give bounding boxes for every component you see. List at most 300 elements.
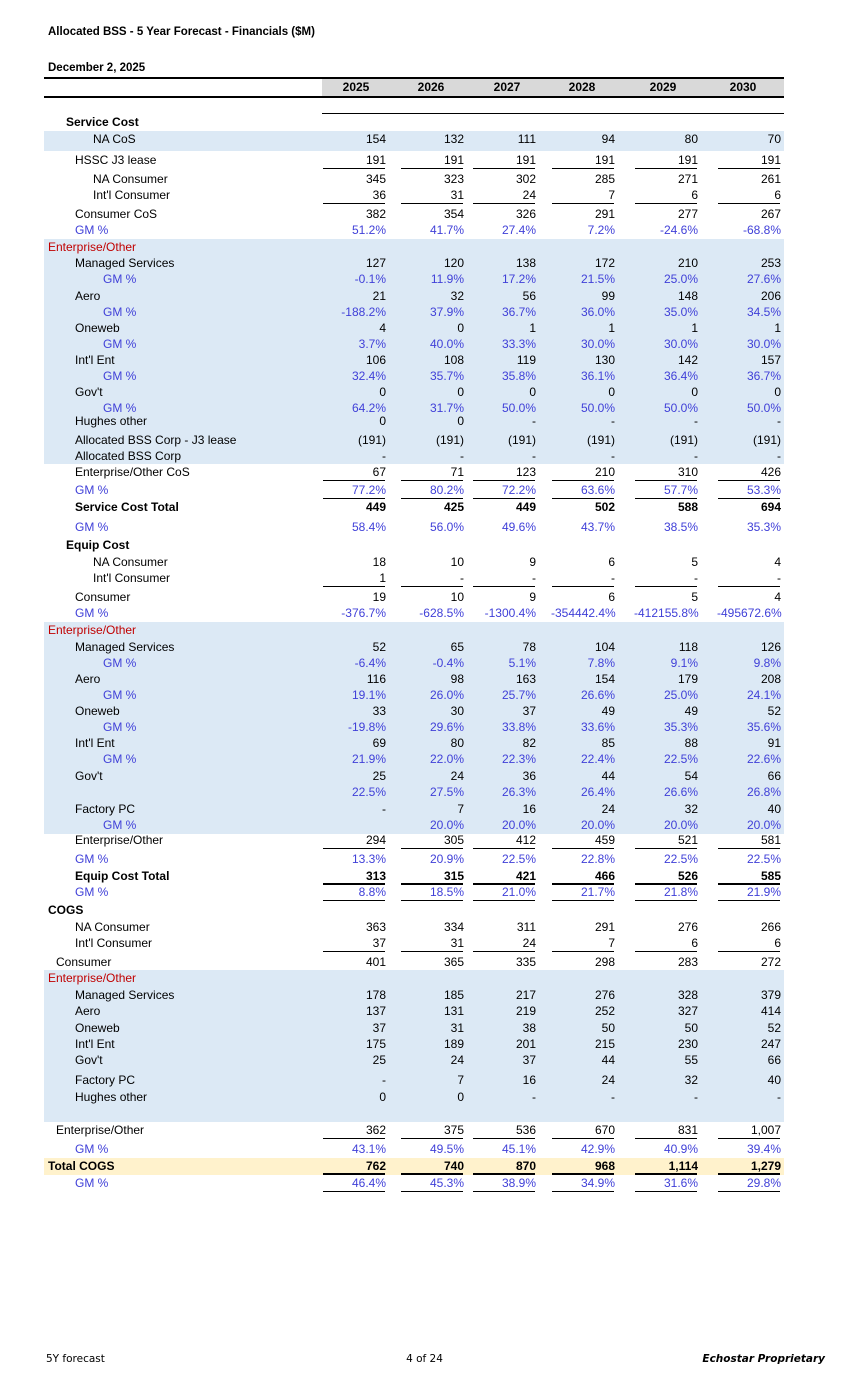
value-cell: 32 [684, 1073, 698, 1087]
row-label: COGS [48, 903, 84, 917]
value-cell: 88 [684, 736, 698, 750]
table-row [0, 703, 849, 719]
value-cell: 219 [515, 1004, 536, 1018]
value-cell: 22.5% [501, 852, 536, 866]
value-cell: 40 [767, 802, 781, 816]
row-label: GM % [103, 401, 137, 415]
table-row [0, 622, 849, 638]
value-cell: 16 [522, 1073, 536, 1087]
value-cell: 4 [379, 321, 386, 335]
value-cell: 831 [634, 1122, 698, 1138]
value-cell: 247 [760, 1037, 781, 1051]
value-cell: - [532, 1090, 536, 1104]
value-cell: 80 [450, 736, 464, 750]
value-cell: 37 [522, 1053, 536, 1067]
value-cell: 22.4% [580, 752, 615, 766]
value-cell: 43.1% [351, 1142, 386, 1156]
table-row [0, 851, 849, 867]
row-label: Equip Cost Total [75, 869, 170, 883]
value-cell: 80 [684, 132, 698, 146]
value-cell: 50.0% [663, 401, 698, 415]
value-cell: 3.7% [358, 337, 386, 351]
value-cell: 49 [601, 704, 615, 718]
value-cell: 334 [443, 920, 464, 934]
value-cell: 20.0% [663, 818, 698, 832]
value-cell: 277 [677, 207, 698, 221]
table-row [0, 768, 849, 784]
value-cell: 449 [365, 500, 386, 514]
value-cell: 0 [379, 1090, 386, 1104]
value-cell: 26.6% [580, 688, 615, 702]
value-cell: 36.1% [580, 369, 615, 383]
value-cell: 35.3% [746, 520, 781, 534]
value-cell: 104 [594, 640, 615, 654]
table-row [0, 131, 849, 147]
value-cell: 21.8% [634, 884, 698, 900]
value-cell: -188.2% [341, 305, 386, 319]
value-cell: 291 [594, 920, 615, 934]
value-cell: 1 [529, 321, 536, 335]
value-cell: 13.3% [351, 852, 386, 866]
value-cell: - [460, 449, 464, 463]
value-cell: 22.8% [580, 852, 615, 866]
table-row [0, 1141, 849, 1157]
value-cell: 130 [594, 353, 615, 367]
table-row [0, 222, 849, 238]
value-cell: 58.4% [351, 520, 386, 534]
value-cell: 412 [472, 832, 536, 848]
value-cell: 24 [450, 1053, 464, 1067]
value-cell: 119 [516, 353, 536, 367]
value-cell: 6 [717, 935, 781, 951]
table-row [0, 464, 849, 480]
value-cell: 179 [677, 672, 698, 686]
value-cell: (191) [586, 433, 615, 447]
table-row [0, 605, 849, 621]
table-row [0, 1122, 849, 1138]
value-cell: 51.2% [351, 223, 386, 237]
row-label: Managed Services [75, 988, 175, 1002]
value-cell: - [694, 414, 698, 428]
value-cell: 421 [472, 868, 536, 884]
table-row [0, 255, 849, 271]
value-cell: 305 [400, 832, 464, 848]
value-cell: 30 [450, 704, 464, 718]
value-cell: 63.6% [551, 482, 615, 498]
value-cell: 38.5% [663, 520, 698, 534]
value-cell: - [611, 414, 615, 428]
table-row [0, 639, 849, 655]
value-cell: 328 [677, 988, 698, 1002]
row-label: Enterprise/Other [75, 833, 164, 847]
value-cell: 131 [443, 1004, 464, 1018]
value-cell: 172 [594, 256, 615, 270]
row-label: GM % [75, 223, 109, 237]
table-row [0, 171, 849, 187]
value-cell: 163 [515, 672, 536, 686]
table-row [0, 239, 849, 255]
year-header: 2027 [493, 80, 521, 94]
value-cell: 21.9% [351, 752, 386, 766]
value-cell: 38.9% [472, 1175, 536, 1191]
value-cell: - [472, 570, 536, 586]
value-cell: 52 [372, 640, 386, 654]
table-row [0, 954, 849, 970]
value-cell: 326 [515, 207, 536, 221]
value-cell: 335 [515, 955, 536, 969]
table-row [0, 352, 849, 368]
value-cell: 67 [322, 464, 386, 480]
row-label: Oneweb [75, 704, 120, 718]
table-row [0, 537, 849, 553]
table-row [0, 919, 849, 935]
value-cell: 40 [767, 1073, 781, 1087]
value-cell: - [694, 449, 698, 463]
value-cell: 157 [760, 353, 781, 367]
value-cell: 1 [774, 321, 781, 335]
value-cell: 0 [691, 385, 698, 399]
value-cell: 7 [551, 935, 615, 951]
row-label: Service Cost [66, 115, 139, 129]
value-cell: 25 [372, 769, 386, 783]
table-row [0, 970, 849, 986]
value-cell: 27.4% [501, 223, 536, 237]
row-label: Enterprise/Other [48, 971, 137, 985]
value-cell: 72.2% [472, 482, 536, 498]
value-cell: 36.0% [580, 305, 615, 319]
value-cell: 43.7% [580, 520, 615, 534]
value-cell: 968 [551, 1158, 615, 1174]
value-cell: 323 [443, 172, 464, 186]
table-row [0, 735, 849, 751]
value-cell: 670 [551, 1122, 615, 1138]
table-row [0, 519, 849, 535]
value-cell: 208 [760, 672, 781, 686]
value-cell: 35.6% [746, 720, 781, 734]
value-cell: 41.7% [429, 223, 464, 237]
value-cell: 66 [767, 1053, 781, 1067]
year-header: 2025 [342, 80, 370, 94]
value-cell: 21.9% [717, 884, 781, 900]
value-cell: 21.5% [580, 272, 615, 286]
row-label: GM % [103, 656, 137, 670]
value-cell: 7.2% [587, 223, 615, 237]
value-cell: 138 [515, 256, 536, 270]
value-cell: - [777, 414, 781, 428]
value-cell: -628.5% [419, 606, 464, 620]
value-cell: 30.0% [663, 337, 698, 351]
value-cell: 206 [760, 289, 781, 303]
value-cell: 53.3% [717, 482, 781, 498]
value-cell: 426 [717, 464, 781, 480]
value-cell: 10 [450, 590, 464, 604]
value-cell: (191) [752, 433, 781, 447]
table-row [0, 114, 849, 130]
value-cell: 52 [767, 1021, 781, 1035]
table-row [0, 384, 849, 400]
year-header: 2028 [568, 80, 596, 94]
value-cell: 118 [678, 640, 698, 654]
value-cell: - [382, 802, 386, 816]
row-label: Aero [75, 1004, 101, 1018]
year-header: 2029 [649, 80, 677, 94]
row-label: NA Consumer [93, 172, 168, 186]
value-cell: 283 [677, 955, 698, 969]
value-cell: -1300.4% [484, 606, 536, 620]
row-label: Allocated BSS Corp [75, 449, 182, 463]
value-cell: 21.0% [472, 884, 536, 900]
row-label: Aero [75, 289, 101, 303]
value-cell: 189 [443, 1037, 464, 1051]
value-cell: 191 [551, 152, 615, 168]
row-label: Aero [75, 672, 101, 686]
row-label: Gov't [75, 1053, 103, 1067]
table-row [0, 1158, 849, 1174]
value-cell: 7 [457, 1073, 464, 1087]
value-cell: 50.0% [746, 401, 781, 415]
value-cell: 0 [457, 1090, 464, 1104]
value-cell: 449 [515, 500, 536, 514]
value-cell: 313 [322, 868, 386, 884]
table-row [0, 499, 849, 515]
value-cell: 740 [400, 1158, 464, 1174]
value-cell: 311 [516, 920, 536, 934]
value-cell: 327 [677, 1004, 698, 1018]
value-cell: 34.5% [746, 305, 781, 319]
value-cell: 210 [677, 256, 698, 270]
value-cell: 54 [684, 769, 698, 783]
table-row [0, 589, 849, 605]
value-cell: 64.2% [351, 401, 386, 415]
value-cell: 36.4% [663, 369, 698, 383]
value-cell: 35.8% [501, 369, 536, 383]
value-cell: 310 [634, 464, 698, 480]
value-cell: 210 [551, 464, 615, 480]
row-label: Gov't [75, 385, 103, 399]
value-cell: 33.8% [501, 720, 536, 734]
document-title: Allocated BSS - 5 Year Forecast - Financials ($M) [48, 26, 315, 38]
row-label: Int'l Consumer [93, 188, 170, 202]
row-label: GM % [103, 272, 137, 286]
value-cell: -24.6% [659, 223, 698, 237]
value-cell: 0 [379, 385, 386, 399]
value-cell: 1,007 [717, 1122, 781, 1138]
value-cell: (191) [435, 433, 464, 447]
value-cell: 27.6% [746, 272, 781, 286]
value-cell: 36 [522, 769, 536, 783]
value-cell: 22.5% [663, 852, 698, 866]
value-cell: 215 [594, 1037, 615, 1051]
value-cell: 230 [677, 1037, 698, 1051]
value-cell: 31 [400, 187, 464, 203]
value-cell: 0 [457, 321, 464, 335]
value-cell: 379 [760, 988, 781, 1002]
value-cell: 35.3% [663, 720, 698, 734]
table-row [0, 784, 849, 800]
table-row [0, 902, 849, 918]
table-row [0, 1052, 849, 1068]
value-cell: 291 [594, 207, 615, 221]
value-cell: 36.7% [501, 305, 536, 319]
value-cell: 142 [677, 353, 698, 367]
value-cell: 294 [322, 832, 386, 848]
value-cell: 49 [684, 704, 698, 718]
value-cell: 253 [760, 256, 781, 270]
year-header: 2026 [417, 80, 445, 94]
value-cell: 32.4% [351, 369, 386, 383]
value-cell: 49.6% [501, 520, 536, 534]
value-cell: -376.7% [341, 606, 386, 620]
value-cell: 276 [594, 988, 615, 1002]
value-cell: 137 [365, 1004, 386, 1018]
value-cell: 1 [691, 321, 698, 335]
value-cell: 5.1% [508, 656, 536, 670]
value-cell: 154 [594, 672, 615, 686]
value-cell: 191 [400, 152, 464, 168]
table-row [0, 1036, 849, 1052]
value-cell: (191) [357, 433, 386, 447]
value-cell: 20.0% [746, 818, 781, 832]
value-cell: 201 [515, 1037, 536, 1051]
table-row [0, 187, 849, 203]
value-cell: -412155.8% [634, 606, 699, 620]
value-cell: 588 [677, 500, 698, 514]
value-cell: 7 [457, 802, 464, 816]
row-label: Int'l Consumer [75, 936, 152, 950]
value-cell: - [551, 570, 615, 586]
value-cell: 25.0% [663, 272, 698, 286]
value-cell: - [611, 449, 615, 463]
value-cell: 98 [450, 672, 464, 686]
value-cell: 44 [601, 1053, 615, 1067]
value-cell: -19.8% [347, 720, 386, 734]
value-cell: - [532, 449, 536, 463]
row-label: GM % [75, 1176, 109, 1190]
value-cell: 345 [365, 172, 386, 186]
row-label: Enterprise/Other [48, 623, 137, 637]
value-cell: 120 [443, 256, 464, 270]
value-cell: 22.0% [429, 752, 464, 766]
value-cell: 56 [522, 289, 536, 303]
table-row [0, 1003, 849, 1019]
value-cell: 0 [774, 385, 781, 399]
row-label: NA Consumer [75, 920, 150, 934]
value-cell: 17.2% [501, 272, 536, 286]
table-row [0, 1020, 849, 1036]
value-cell: 32 [684, 802, 698, 816]
row-label: Consumer [75, 590, 131, 604]
value-cell: 581 [717, 832, 781, 848]
value-cell: 18.5% [400, 884, 464, 900]
table-row [0, 801, 849, 817]
value-cell: 69 [372, 736, 386, 750]
value-cell: 191 [472, 152, 536, 168]
value-cell: 33.3% [501, 337, 536, 351]
table-row [0, 288, 849, 304]
table-row [0, 987, 849, 1003]
value-cell: 0 [457, 414, 464, 428]
value-cell: 52 [767, 704, 781, 718]
value-cell: - [400, 570, 464, 586]
table-row [0, 554, 849, 570]
value-cell: 33.6% [580, 720, 615, 734]
value-cell: (191) [669, 433, 698, 447]
value-cell: 401 [365, 955, 386, 969]
table-row [0, 304, 849, 320]
row-label: NA CoS [93, 132, 136, 146]
value-cell: 6 [634, 935, 698, 951]
value-cell: 91 [767, 736, 781, 750]
row-label: Enterprise/Other [48, 240, 137, 254]
value-cell: 50 [684, 1021, 698, 1035]
table-row [0, 884, 849, 900]
value-cell: 29.8% [717, 1175, 781, 1191]
value-cell: 36 [322, 187, 386, 203]
value-cell: 99 [601, 289, 615, 303]
table-row [0, 687, 849, 703]
value-cell: 24 [601, 1073, 615, 1087]
value-cell: 94 [601, 132, 615, 146]
table-row [0, 1072, 849, 1088]
value-cell: 111 [517, 132, 536, 146]
value-cell: 459 [551, 832, 615, 848]
value-cell: - [634, 570, 698, 586]
value-cell: -354442.4% [551, 606, 616, 620]
value-cell: 19.1% [351, 688, 386, 702]
row-label: GM % [103, 720, 137, 734]
value-cell: 414 [760, 1004, 781, 1018]
value-cell: 32 [450, 289, 464, 303]
value-cell: 1 [322, 570, 386, 586]
value-cell: 30.0% [580, 337, 615, 351]
row-label: Int'l Consumer [93, 571, 170, 585]
value-cell: - [777, 449, 781, 463]
value-cell: 466 [551, 868, 615, 884]
row-label: GM % [103, 818, 137, 832]
row-label: GM % [103, 305, 137, 319]
value-cell: 66 [767, 769, 781, 783]
value-cell: 40.9% [663, 1142, 698, 1156]
table-row [0, 832, 849, 848]
value-cell: 362 [322, 1122, 386, 1138]
row-label: Consumer [56, 955, 112, 969]
value-cell: 37.9% [429, 305, 464, 319]
value-cell: 27.5% [429, 785, 464, 799]
value-cell: 44 [601, 769, 615, 783]
value-cell: 1,114 [634, 1158, 698, 1174]
value-cell: 502 [594, 500, 615, 514]
value-cell: 9.1% [670, 656, 698, 670]
value-cell: 26.8% [746, 785, 781, 799]
row-label: Total COGS [48, 1159, 115, 1173]
row-label: GM % [103, 369, 137, 383]
value-cell: -495672.6% [717, 606, 782, 620]
value-cell: - [694, 1090, 698, 1104]
value-cell: 25.7% [501, 688, 536, 702]
value-cell: 22.6% [746, 752, 781, 766]
value-cell: 37 [372, 1021, 386, 1035]
value-cell: 71 [400, 464, 464, 480]
value-cell: 20.0% [429, 818, 464, 832]
value-cell: 106 [365, 353, 386, 367]
value-cell: 19 [372, 590, 386, 604]
value-cell: 57.7% [634, 482, 698, 498]
table-row [0, 320, 849, 336]
value-cell: 11.9% [430, 272, 464, 286]
report-date: December 2, 2025 [48, 62, 146, 74]
value-cell: 70 [767, 132, 781, 146]
value-cell: 25.0% [663, 688, 698, 702]
